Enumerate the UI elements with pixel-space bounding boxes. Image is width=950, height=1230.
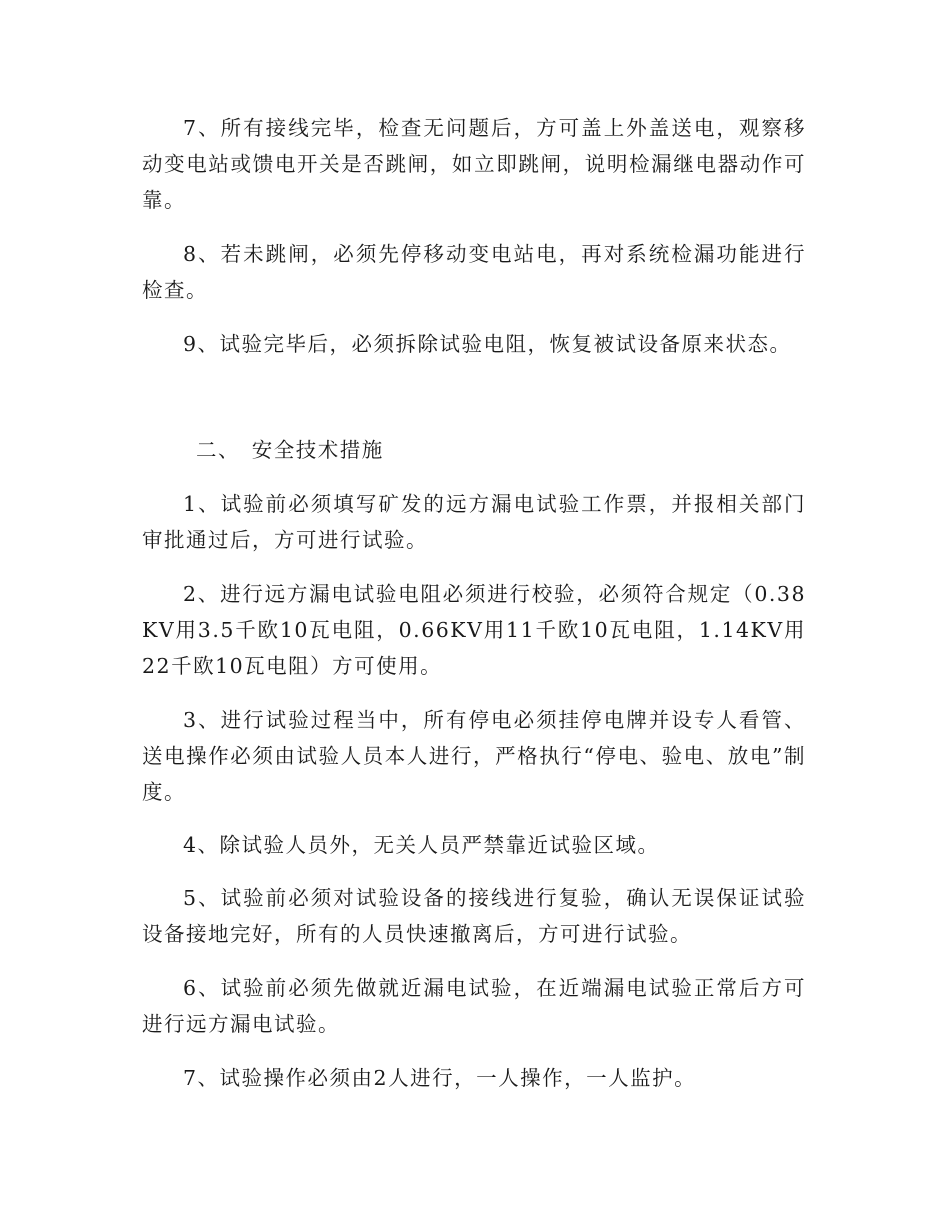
paragraph-safety-4: 4、除试验人员外，无关人员严禁靠近试验区域。 (183, 833, 660, 857)
paragraph-safety-6: 6、试验前必须先做就近漏电试验，在近端漏电试验正常后方可进行远方漏电试验。 (142, 976, 806, 1036)
paragraph-safety-7: 7、试验操作必须由2人进行，一人操作，一人监护。 (183, 1066, 697, 1090)
paragraph-safety-3: 3、进行试验过程当中，所有停电必须挂停电牌并设专人看管、送电操作必须由试验人员本人进行，严格执行“停电、验电、放电”制度。 (142, 708, 806, 804)
paragraph-step-7: 7、所有接线完毕，检查无问题后，方可盖上外盖送电，观察移动变电站或馈电开关是否跳闸，如立即跳闸，说明检漏继电器动作可靠。 (142, 116, 806, 212)
section-heading: 二、 安全技术措施 (196, 438, 384, 462)
paragraph-step-9: 9、试验完毕后，必须拆除试验电阻，恢复被试设备原来状态。 (183, 332, 792, 356)
paragraph-safety-2: 2、进行远方漏电试验电阻必须进行校验，必须符合规定（0.38KV用3.5千欧10瓦电阻，0.66KV用11千欧10瓦电阻，1.14KV用22千欧10瓦电阻）方可使用。 (142, 582, 806, 678)
paragraph-safety-1: 1、试验前必须填写矿发的远方漏电试验工作票，并报相关部门审批通过后，方可进行试验。 (142, 492, 806, 552)
paragraph-safety-5: 5、试验前必须对试验设备的接线进行复验，确认无误保证试验设备接地完好，所有的人员快速撤离后，方可进行试验。 (142, 886, 806, 946)
paragraph-step-8: 8、若未跳闸，必须先停移动变电站电，再对系统检漏功能进行检查。 (142, 242, 806, 302)
